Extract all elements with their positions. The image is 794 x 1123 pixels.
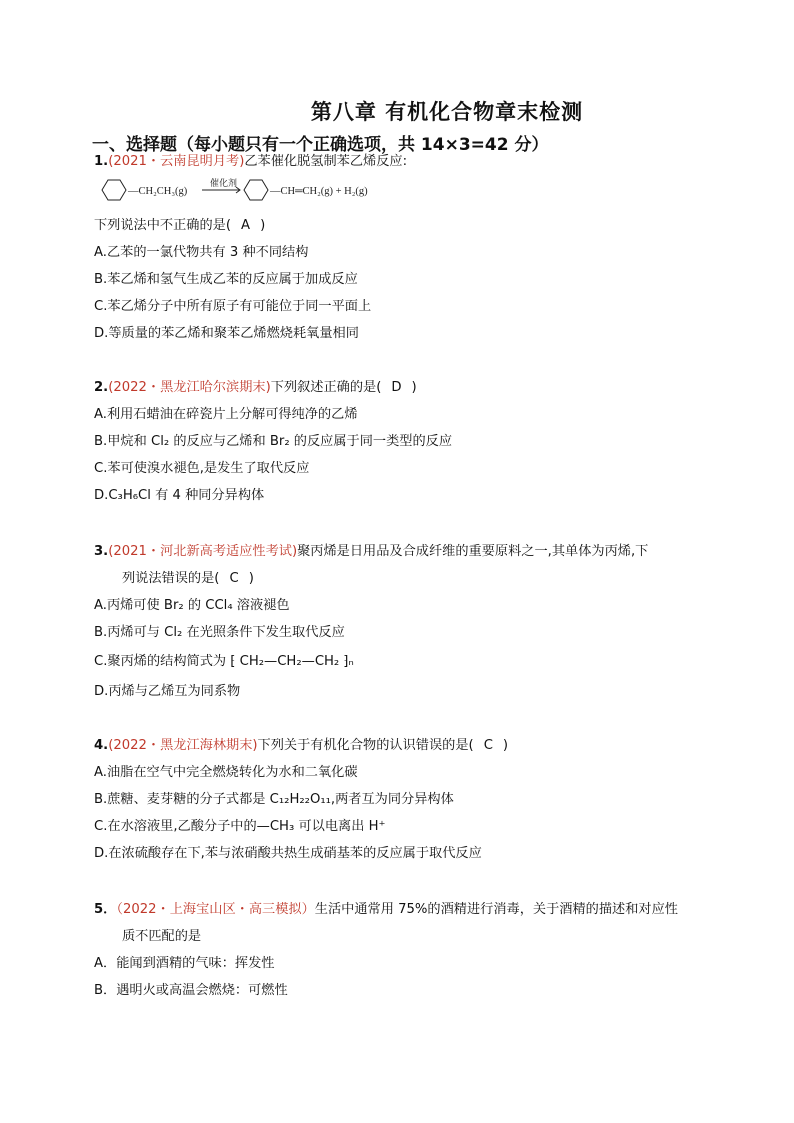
option-d: D.在浓硫酸存在下,苯与浓硝酸共热生成硝基苯的反应属于取代反应 (94, 846, 482, 861)
question-number: 1. (94, 154, 109, 169)
option-b: B.苯乙烯和氢气生成乙苯的反应属于加成反应 (94, 272, 358, 287)
reactant-formula: —CH₂CH₃(g) (128, 186, 188, 197)
question-3-stem (94, 543, 648, 561)
answer: C (229, 571, 239, 586)
page-title: 第八章 有机化合物章末检测 (310, 100, 584, 124)
question-1-ask (94, 217, 265, 235)
reaction-equation (94, 177, 414, 203)
ask-close: ) (411, 380, 417, 395)
question-source: (2021・云南昆明月考) (108, 154, 245, 169)
answer: C (483, 738, 493, 753)
option-b: B.甲烷和 Cl₂ 的反应与乙烯和 Br₂ 的反应属于同一类型的反应 (94, 434, 453, 449)
option-d: D.等质量的苯乙烯和聚苯乙烯燃烧耗氧量相同 (94, 326, 359, 341)
ask-close: ) (248, 571, 254, 586)
option-b: B．遇明火或高温会燃烧：可燃性 (94, 983, 288, 998)
option-a: A.丙烯可使 Br₂ 的 CCl₄ 溶液褪色 (94, 598, 290, 613)
product-formula: —CH═CH₂(g) + H₂(g) (270, 186, 368, 197)
ask-close: ) (502, 738, 509, 753)
question-text: 下列叙述正确的是( (270, 380, 382, 395)
answer: A (241, 218, 251, 233)
option-a: A.利用石蜡油在碎瓷片上分解可得纯净的乙烯 (94, 407, 358, 422)
benzene-ring-icon (244, 180, 268, 200)
question-number: 2. (94, 380, 109, 395)
option-c: C.苯乙烯分子中所有原子有可能位于同一平面上 (94, 299, 372, 314)
option-b: B.丙烯可与 Cl₂ 在光照条件下发生取代反应 (94, 625, 345, 640)
answer: D (391, 380, 402, 395)
ask-close: ) (260, 218, 266, 233)
option-a: A．能闻到酒精的气味：挥发性 (94, 956, 275, 971)
question-source: （2022・上海宝山区・高三模拟） (116, 902, 315, 917)
question-1-stem (94, 153, 407, 171)
option-b: B.蔗糖、麦芽糖的分子式都是 C₁₂H₂₂O₁₁,两者互为同分异构体 (94, 792, 454, 807)
question-source: (2021・河北新高考适应性考试) (108, 544, 298, 559)
catalyst-label: 催化剂 (210, 178, 238, 188)
question-4-stem (94, 737, 508, 755)
section-heading: 一、选择题（每小题只有一个正确选项，共 14×3=42 分） (92, 135, 549, 155)
question-text: 生活中通常用 75%的酒精进行消毒，关于酒精的描述和对应性 (314, 902, 678, 917)
question-5-stem (94, 901, 678, 919)
ask-text: 列说法错误的是( (122, 571, 220, 586)
question-3-ask (122, 570, 254, 588)
question-number: 4. (94, 738, 109, 753)
question-5-ask: 质不匹配的是 (122, 929, 202, 944)
option-c: C.在水溶液里,乙酸分子中的—CH₃ 可以电离出 H⁺ (94, 819, 386, 834)
ask-text: 下列说法中不正确的是( (94, 218, 232, 233)
question-source: (2022・黑龙江海林期末) (108, 738, 258, 753)
question-2-stem (94, 379, 417, 397)
question-number: 5． (94, 902, 117, 917)
option-d: D.C₃H₆Cl 有 4 种同分异构体 (94, 488, 265, 503)
question-text: 聚丙烯是日用品及合成纤维的重要原料之一,其单体为丙烯,下 (297, 544, 649, 559)
question-text: 下列关于有机化合物的认识错误的是( (257, 738, 474, 753)
option-c: C.苯可使溴水褪色,是发生了取代反应 (94, 461, 310, 476)
benzene-ring-icon (102, 180, 126, 200)
question-text: 乙苯催化脱氢制苯乙烯反应: (244, 154, 408, 169)
option-c: C.聚丙烯的结构简式为 ⁅ CH₂—CH₂—CH₂ ⁆ₙ (94, 654, 354, 669)
option-a: A.乙苯的一氯代物共有 3 种不同结构 (94, 245, 309, 260)
option-d: D.丙烯与乙烯互为同系物 (94, 684, 241, 699)
question-number: 3. (94, 544, 109, 559)
question-source: (2022・黑龙江哈尔滨期末) (108, 380, 271, 395)
option-a: A.油脂在空气中完全燃烧转化为水和二氧化碳 (94, 765, 358, 780)
